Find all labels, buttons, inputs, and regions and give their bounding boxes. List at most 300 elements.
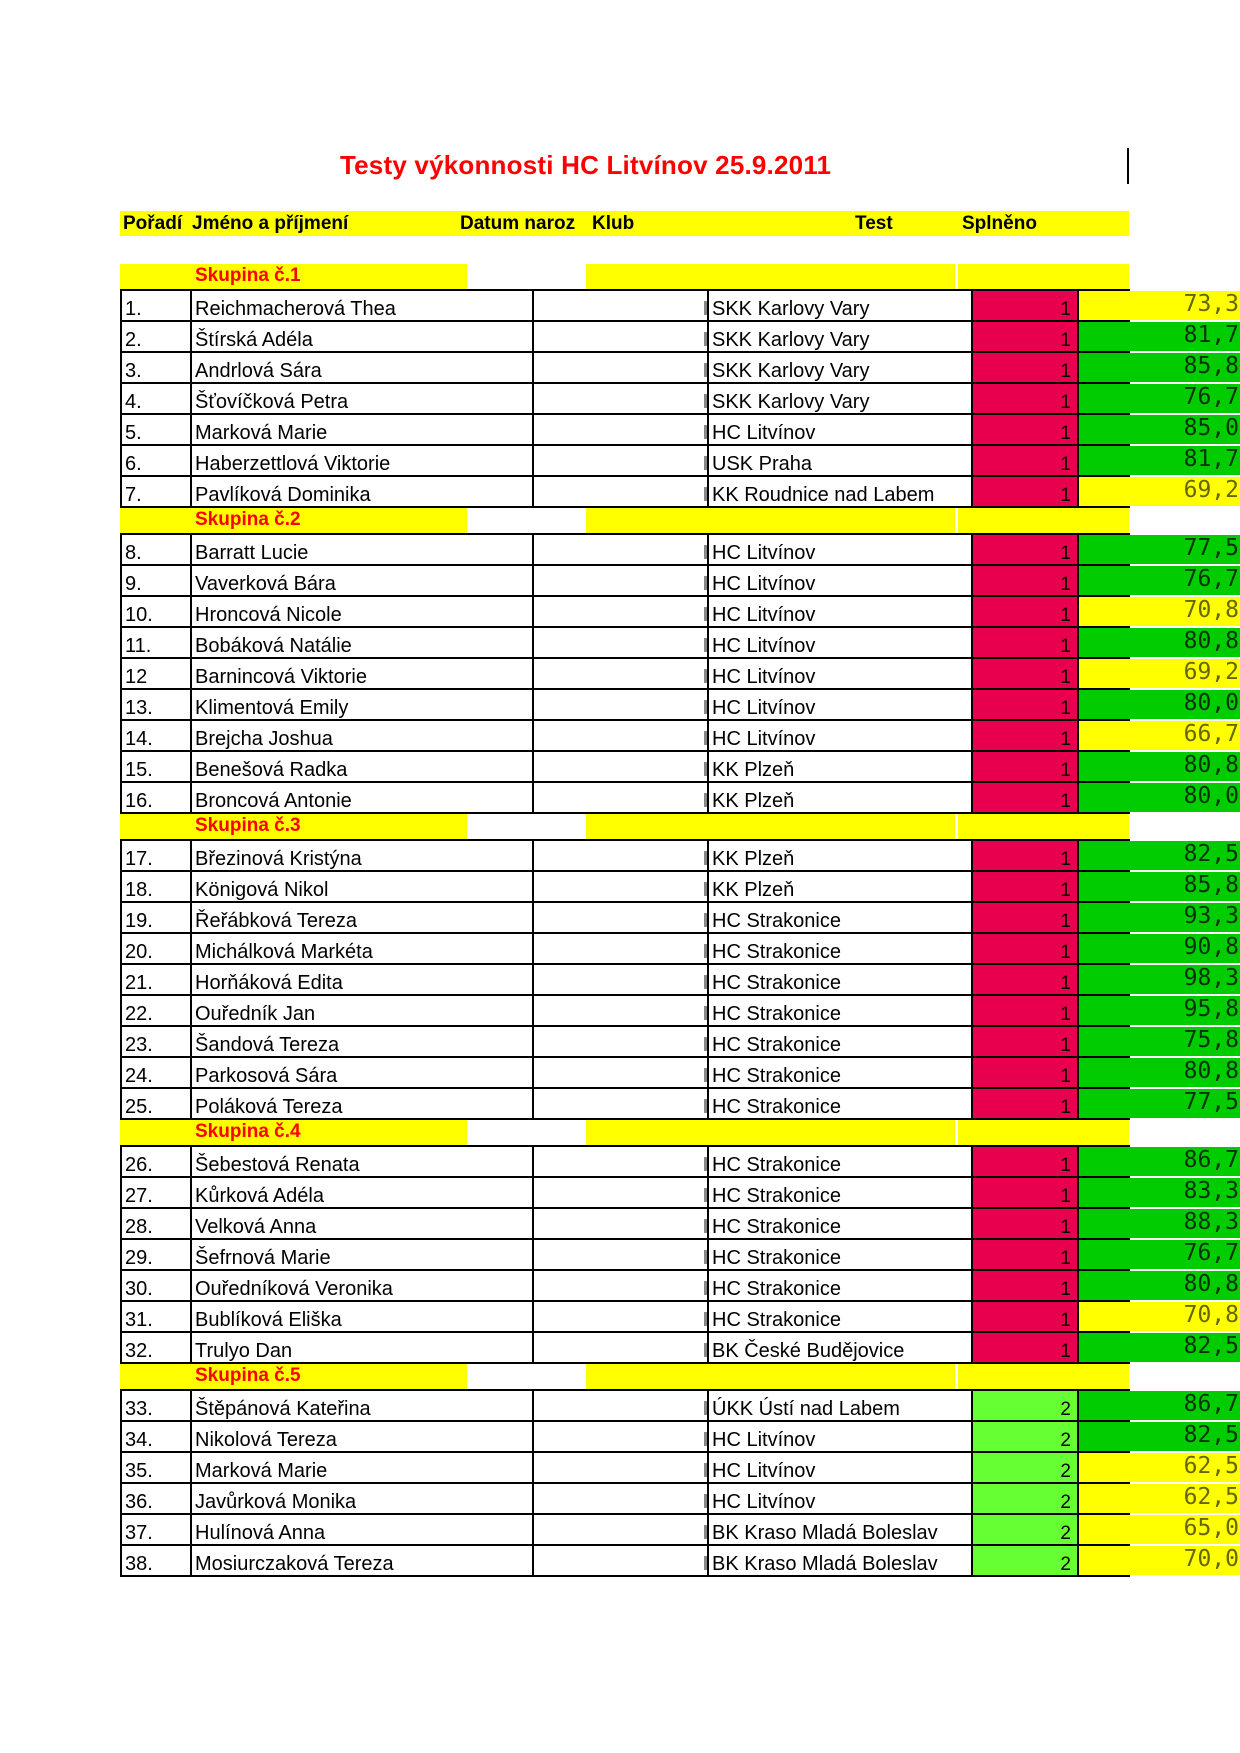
- birthdate-cell[interactable]: [534, 659, 709, 688]
- clipped-date-fragment: [704, 1188, 707, 1202]
- birthdate-cell[interactable]: [534, 415, 709, 444]
- score-cell[interactable]: 75,8: [1079, 1027, 1240, 1056]
- score-cell[interactable]: 88,3: [1079, 1209, 1240, 1238]
- name-cell[interactable]: Hulínová Anna: [192, 1515, 534, 1544]
- test-cell[interactable]: 1: [973, 1333, 1079, 1362]
- rank-cell[interactable]: 33.: [120, 1391, 192, 1420]
- group-label: Skupina č.3: [195, 815, 301, 836]
- club-cell[interactable]: SKK Karlovy Vary: [709, 353, 973, 382]
- score-cell[interactable]: 80,8: [1079, 752, 1240, 781]
- table-row: [120, 1145, 1239, 1178]
- test-cell[interactable]: 2: [973, 1484, 1079, 1513]
- table-row: [120, 1209, 1239, 1240]
- club-cell[interactable]: KK Roudnice nad Labem: [709, 477, 973, 506]
- clipped-date-fragment: [704, 576, 707, 590]
- rank-cell[interactable]: 13.: [120, 690, 192, 719]
- club-cell[interactable]: HC Litvínov: [709, 1484, 973, 1513]
- group-header-row: [120, 508, 1130, 533]
- test-cell[interactable]: 1: [973, 477, 1079, 506]
- club-cell[interactable]: HC Strakonice: [709, 1271, 973, 1300]
- club-cell[interactable]: KK Plzeň: [709, 752, 973, 781]
- club-cell[interactable]: BK České Budějovice: [709, 1333, 973, 1362]
- score-cell[interactable]: 85,0: [1079, 415, 1240, 444]
- test-cell[interactable]: 1: [973, 934, 1079, 963]
- score-cell[interactable]: 80,8: [1079, 1271, 1240, 1300]
- birthdate-cell[interactable]: [534, 1484, 709, 1513]
- table-row: [120, 839, 1239, 872]
- club-cell[interactable]: SKK Karlovy Vary: [709, 322, 973, 351]
- clipped-date-fragment: [704, 394, 707, 408]
- birthdate-cell[interactable]: [534, 965, 709, 994]
- test-cell[interactable]: 1: [973, 415, 1079, 444]
- score-cell[interactable]: 85,8: [1079, 353, 1240, 382]
- group-header-row: [120, 1364, 1130, 1389]
- club-cell[interactable]: HC Litvínov: [709, 1453, 973, 1482]
- name-cell[interactable]: Barratt Lucie: [192, 535, 534, 564]
- club-cell[interactable]: HC Litvínov: [709, 597, 973, 626]
- score-cell[interactable]: 82,5: [1079, 841, 1240, 870]
- clipped-date-fragment: [704, 1037, 707, 1051]
- birthdate-cell[interactable]: [534, 628, 709, 657]
- clipped-date-fragment: [704, 975, 707, 989]
- name-cell[interactable]: Michálková Markéta: [192, 934, 534, 963]
- score-cell[interactable]: 77,5: [1079, 1089, 1240, 1118]
- club-cell[interactable]: HC Strakonice: [709, 1178, 973, 1207]
- test-cell[interactable]: 1: [973, 721, 1079, 750]
- birthdate-cell[interactable]: [534, 1391, 709, 1420]
- test-cell[interactable]: 1: [973, 384, 1079, 413]
- test-cell[interactable]: 1: [973, 1058, 1079, 1087]
- name-cell[interactable]: Marková Marie: [192, 415, 534, 444]
- table-row: [120, 1089, 1239, 1120]
- group-band: [586, 264, 955, 289]
- test-cell[interactable]: 1: [973, 841, 1079, 870]
- rank-cell[interactable]: 35.: [120, 1453, 192, 1482]
- name-cell[interactable]: Štěpánová Kateřina: [192, 1391, 534, 1420]
- birthdate-cell[interactable]: [534, 1271, 709, 1300]
- name-cell[interactable]: Broncová Antonie: [192, 783, 534, 812]
- club-cell[interactable]: SKK Karlovy Vary: [709, 291, 973, 320]
- clipped-date-fragment: [704, 1463, 707, 1477]
- club-cell[interactable]: HC Strakonice: [709, 1240, 973, 1269]
- name-cell[interactable]: Benešová Radka: [192, 752, 534, 781]
- clipped-date-fragment: [704, 545, 707, 559]
- rank-cell[interactable]: 37.: [120, 1515, 192, 1544]
- club-cell[interactable]: KK Plzeň: [709, 783, 973, 812]
- birthdate-cell[interactable]: [534, 446, 709, 475]
- table-row: [120, 1484, 1239, 1515]
- club-cell[interactable]: HC Strakonice: [709, 1027, 973, 1056]
- table-row: [120, 1453, 1239, 1484]
- rank-cell[interactable]: 30.: [120, 1271, 192, 1300]
- table-row: [120, 446, 1239, 477]
- name-cell[interactable]: Nikolová Tereza: [192, 1422, 534, 1451]
- birthdate-cell[interactable]: [534, 566, 709, 595]
- club-cell[interactable]: HC Litvínov: [709, 659, 973, 688]
- test-cell[interactable]: 1: [973, 322, 1079, 351]
- rank-cell[interactable]: 20.: [120, 934, 192, 963]
- name-cell[interactable]: Bublíková Eliška: [192, 1302, 534, 1331]
- birthdate-cell[interactable]: [534, 322, 709, 351]
- club-cell[interactable]: HC Strakonice: [709, 903, 973, 932]
- test-cell[interactable]: 1: [973, 1240, 1079, 1269]
- name-cell[interactable]: Andrlová Sára: [192, 353, 534, 382]
- table-row: [120, 566, 1239, 597]
- clipped-date-fragment: [704, 1432, 707, 1446]
- group-label: Skupina č.4: [195, 1121, 301, 1142]
- test-cell[interactable]: 1: [973, 1147, 1079, 1176]
- name-cell[interactable]: Štírská Adéla: [192, 322, 534, 351]
- clipped-date-fragment: [704, 731, 707, 745]
- test-cell[interactable]: 2: [973, 1453, 1079, 1482]
- clipped-date-fragment: [704, 1219, 707, 1233]
- name-cell[interactable]: Marková Marie: [192, 1453, 534, 1482]
- name-cell[interactable]: Barnincová Viktorie: [192, 659, 534, 688]
- clipped-date-fragment: [704, 1494, 707, 1508]
- rank-cell[interactable]: 6.: [120, 446, 192, 475]
- rank-cell[interactable]: 31.: [120, 1302, 192, 1331]
- score-cell[interactable]: 65,0: [1079, 1515, 1240, 1544]
- test-cell[interactable]: 1: [973, 1178, 1079, 1207]
- table-row: [120, 783, 1239, 814]
- table-row: [120, 965, 1239, 996]
- rank-cell[interactable]: 19.: [120, 903, 192, 932]
- text-cursor: [1127, 148, 1129, 184]
- birthdate-cell[interactable]: [534, 841, 709, 870]
- table-row: [120, 721, 1239, 752]
- rank-cell[interactable]: 15.: [120, 752, 192, 781]
- name-cell[interactable]: Haberzettlová Viktorie: [192, 446, 534, 475]
- test-cell[interactable]: 1: [973, 291, 1079, 320]
- table-row: [120, 872, 1239, 903]
- score-cell[interactable]: 70,0: [1079, 1546, 1240, 1575]
- score-cell[interactable]: 76,7: [1079, 1240, 1240, 1269]
- club-cell[interactable]: KK Plzeň: [709, 872, 973, 901]
- test-cell[interactable]: 1: [973, 1209, 1079, 1238]
- name-cell[interactable]: Brejcha Joshua: [192, 721, 534, 750]
- club-cell[interactable]: HC Litvínov: [709, 1422, 973, 1451]
- test-cell[interactable]: 1: [973, 903, 1079, 932]
- score-cell[interactable]: 62,5: [1079, 1484, 1240, 1513]
- test-cell[interactable]: 1: [973, 1027, 1079, 1056]
- score-cell[interactable]: 90,8: [1079, 934, 1240, 963]
- name-cell[interactable]: Řeřábková Tereza: [192, 903, 534, 932]
- birthdate-cell[interactable]: [534, 353, 709, 382]
- name-cell[interactable]: Šandová Tereza: [192, 1027, 534, 1056]
- table-row: [120, 1333, 1239, 1364]
- table-row: [120, 934, 1239, 965]
- score-cell[interactable]: 70,8: [1079, 597, 1240, 626]
- score-cell[interactable]: 82,5: [1079, 1422, 1240, 1451]
- name-cell[interactable]: Parkosová Sára: [192, 1058, 534, 1087]
- score-cell[interactable]: 83,3: [1079, 1178, 1240, 1207]
- birthdate-cell[interactable]: [534, 872, 709, 901]
- score-cell[interactable]: 95,8: [1079, 996, 1240, 1025]
- club-cell[interactable]: HC Strakonice: [709, 934, 973, 963]
- clipped-date-fragment: [704, 1006, 707, 1020]
- birthdate-cell[interactable]: [534, 1240, 709, 1269]
- club-cell[interactable]: ÚKK Ústí nad Labem: [709, 1391, 973, 1420]
- rank-cell[interactable]: 25.: [120, 1089, 192, 1118]
- test-cell[interactable]: 1: [973, 783, 1079, 812]
- score-cell[interactable]: 76,7: [1079, 384, 1240, 413]
- birthdate-cell[interactable]: [534, 1058, 709, 1087]
- club-cell[interactable]: HC Litvínov: [709, 690, 973, 719]
- name-cell[interactable]: Bobáková Natálie: [192, 628, 534, 657]
- score-cell[interactable]: 85,8: [1079, 872, 1240, 901]
- clipped-date-fragment: [704, 669, 707, 683]
- test-cell[interactable]: 1: [973, 690, 1079, 719]
- club-cell[interactable]: HC Litvínov: [709, 566, 973, 595]
- score-cell[interactable]: 81,7: [1079, 446, 1240, 475]
- name-cell[interactable]: Königová Nikol: [192, 872, 534, 901]
- clipped-date-fragment: [704, 762, 707, 776]
- results-table: [120, 264, 1239, 1577]
- test-cell[interactable]: 1: [973, 597, 1079, 626]
- rank-cell[interactable]: 17.: [120, 841, 192, 870]
- name-cell[interactable]: Trulyo Dan: [192, 1333, 534, 1362]
- clipped-date-fragment: [704, 851, 707, 865]
- rank-cell[interactable]: 36.: [120, 1484, 192, 1513]
- group-header-row: [120, 1120, 1130, 1145]
- score-cell[interactable]: 86,7: [1079, 1391, 1240, 1420]
- birthdate-cell[interactable]: [534, 903, 709, 932]
- table-row: [120, 322, 1239, 353]
- test-cell[interactable]: 1: [973, 1271, 1079, 1300]
- header-splneno: Splněno: [962, 213, 1037, 234]
- birthdate-cell[interactable]: [534, 996, 709, 1025]
- table-row: [120, 903, 1239, 934]
- test-cell[interactable]: 1: [973, 535, 1079, 564]
- rank-cell[interactable]: 14.: [120, 721, 192, 750]
- club-cell[interactable]: USK Praha: [709, 446, 973, 475]
- table-row: [120, 1178, 1239, 1209]
- table-row: [120, 659, 1239, 690]
- test-cell[interactable]: 2: [973, 1546, 1079, 1575]
- rank-cell[interactable]: 26.: [120, 1147, 192, 1176]
- name-cell[interactable]: Reichmacherová Thea: [192, 291, 534, 320]
- rank-cell[interactable]: 3.: [120, 353, 192, 382]
- rank-cell[interactable]: 34.: [120, 1422, 192, 1451]
- test-cell[interactable]: 1: [973, 353, 1079, 382]
- club-cell[interactable]: HC Strakonice: [709, 1089, 973, 1118]
- table-row: [120, 690, 1239, 721]
- test-cell[interactable]: 1: [973, 872, 1079, 901]
- rank-cell[interactable]: 12: [120, 659, 192, 688]
- group-label: Skupina č.2: [195, 509, 301, 530]
- rank-cell[interactable]: 23.: [120, 1027, 192, 1056]
- score-cell[interactable]: 69,2: [1079, 477, 1240, 506]
- score-cell[interactable]: 77,5: [1079, 535, 1240, 564]
- club-cell[interactable]: BK Kraso Mladá Boleslav: [709, 1546, 973, 1575]
- test-cell[interactable]: 1: [973, 628, 1079, 657]
- club-cell[interactable]: HC Litvínov: [709, 721, 973, 750]
- club-cell[interactable]: HC Strakonice: [709, 965, 973, 994]
- rank-cell[interactable]: 11.: [120, 628, 192, 657]
- club-cell[interactable]: HC Strakonice: [709, 1209, 973, 1238]
- birthdate-cell[interactable]: [534, 752, 709, 781]
- birthdate-cell[interactable]: [534, 1147, 709, 1176]
- test-cell[interactable]: 2: [973, 1422, 1079, 1451]
- birthdate-cell[interactable]: [534, 1178, 709, 1207]
- name-cell[interactable]: Klimentová Emily: [192, 690, 534, 719]
- name-cell[interactable]: Pavlíková Dominika: [192, 477, 534, 506]
- table-row: [120, 353, 1239, 384]
- club-cell[interactable]: HC Strakonice: [709, 1302, 973, 1331]
- test-cell[interactable]: 2: [973, 1391, 1079, 1420]
- birthdate-cell[interactable]: [534, 721, 709, 750]
- birthdate-cell[interactable]: [534, 783, 709, 812]
- name-cell[interactable]: Šebestová Renata: [192, 1147, 534, 1176]
- name-cell[interactable]: Šťovíčková Petra: [192, 384, 534, 413]
- club-cell[interactable]: HC Strakonice: [709, 996, 973, 1025]
- table-row: [120, 384, 1239, 415]
- test-cell[interactable]: 2: [973, 1515, 1079, 1544]
- score-cell[interactable]: 93,3: [1079, 903, 1240, 932]
- name-cell[interactable]: Poláková Tereza: [192, 1089, 534, 1118]
- birthdate-cell[interactable]: [534, 1422, 709, 1451]
- table-row: [120, 1240, 1239, 1271]
- header-poradi: Pořadí: [123, 213, 183, 234]
- score-cell[interactable]: 86,7: [1079, 1147, 1240, 1176]
- clipped-date-fragment: [704, 793, 707, 807]
- name-cell[interactable]: Hroncová Nicole: [192, 597, 534, 626]
- rank-cell[interactable]: 4.: [120, 384, 192, 413]
- birthdate-cell[interactable]: [534, 1302, 709, 1331]
- name-cell[interactable]: Velková Anna: [192, 1209, 534, 1238]
- clipped-date-fragment: [704, 1157, 707, 1171]
- score-cell[interactable]: 66,7: [1079, 721, 1240, 750]
- name-cell[interactable]: Vaverková Bára: [192, 566, 534, 595]
- group-label: Skupina č.1: [195, 265, 301, 286]
- clipped-date-fragment: [704, 882, 707, 896]
- test-cell[interactable]: 1: [973, 446, 1079, 475]
- test-cell[interactable]: 1: [973, 965, 1079, 994]
- rank-cell[interactable]: 8.: [120, 535, 192, 564]
- birthdate-cell[interactable]: [534, 597, 709, 626]
- table-row: [120, 1515, 1239, 1546]
- rank-cell[interactable]: 27.: [120, 1178, 192, 1207]
- score-cell[interactable]: 98,3: [1079, 965, 1240, 994]
- clipped-date-fragment: [704, 1312, 707, 1326]
- name-cell[interactable]: Javůrková Monika: [192, 1484, 534, 1513]
- score-cell[interactable]: 80,8: [1079, 628, 1240, 657]
- birthdate-cell[interactable]: [534, 1027, 709, 1056]
- birthdate-cell[interactable]: [534, 1546, 709, 1575]
- club-cell[interactable]: HC Litvínov: [709, 535, 973, 564]
- birthdate-cell[interactable]: [534, 384, 709, 413]
- clipped-date-fragment: [704, 1401, 707, 1415]
- score-cell[interactable]: 80,8: [1079, 1058, 1240, 1087]
- birthdate-cell[interactable]: [534, 1089, 709, 1118]
- rank-cell[interactable]: 32.: [120, 1333, 192, 1362]
- rank-cell[interactable]: 16.: [120, 783, 192, 812]
- rank-cell[interactable]: 22.: [120, 996, 192, 1025]
- birthdate-cell[interactable]: [534, 477, 709, 506]
- clipped-date-fragment: [704, 301, 707, 315]
- clipped-date-fragment: [704, 700, 707, 714]
- page-title: Testy výkonnosti HC Litvínov 25.9.2011: [340, 150, 832, 180]
- table-row: [120, 1271, 1239, 1302]
- test-cell[interactable]: 1: [973, 996, 1079, 1025]
- group-header-row: [120, 264, 1130, 289]
- group-band: [958, 1364, 1129, 1389]
- birthdate-cell[interactable]: [534, 1515, 709, 1544]
- birthdate-cell[interactable]: [534, 1209, 709, 1238]
- score-cell[interactable]: 73,3: [1079, 291, 1240, 320]
- name-cell[interactable]: Kůrková Adéla: [192, 1178, 534, 1207]
- rank-cell[interactable]: 28.: [120, 1209, 192, 1238]
- table-row: [120, 1027, 1239, 1058]
- rank-cell[interactable]: 24.: [120, 1058, 192, 1087]
- score-cell[interactable]: 81,7: [1079, 322, 1240, 351]
- group-band: [586, 814, 955, 839]
- club-cell[interactable]: HC Strakonice: [709, 1147, 973, 1176]
- rank-cell[interactable]: 18.: [120, 872, 192, 901]
- name-cell[interactable]: Horňáková Edita: [192, 965, 534, 994]
- score-cell[interactable]: 82,5: [1079, 1333, 1240, 1362]
- test-cell[interactable]: 1: [973, 752, 1079, 781]
- test-cell[interactable]: 1: [973, 1089, 1079, 1118]
- club-cell[interactable]: SKK Karlovy Vary: [709, 384, 973, 413]
- table-row: [120, 1302, 1239, 1333]
- group-band: [586, 1120, 955, 1145]
- name-cell[interactable]: Březinová Kristýna: [192, 841, 534, 870]
- birthdate-cell[interactable]: [534, 535, 709, 564]
- birthdate-cell[interactable]: [534, 690, 709, 719]
- table-row: [120, 415, 1239, 446]
- score-cell[interactable]: 80,0: [1079, 690, 1240, 719]
- club-cell[interactable]: BK Kraso Mladá Boleslav: [709, 1515, 973, 1544]
- club-cell[interactable]: HC Litvínov: [709, 415, 973, 444]
- group-label: Skupina č.5: [195, 1365, 301, 1386]
- club-cell[interactable]: KK Plzeň: [709, 841, 973, 870]
- rank-cell[interactable]: 5.: [120, 415, 192, 444]
- birthdate-cell[interactable]: [534, 291, 709, 320]
- club-cell[interactable]: HC Litvínov: [709, 628, 973, 657]
- rank-cell[interactable]: 29.: [120, 1240, 192, 1269]
- rank-cell[interactable]: 9.: [120, 566, 192, 595]
- table-row: [120, 1389, 1239, 1422]
- group-band: [958, 1120, 1129, 1145]
- name-cell[interactable]: Mosiurczaková Tereza: [192, 1546, 534, 1575]
- group-band: [958, 814, 1129, 839]
- rank-cell[interactable]: 1.: [120, 291, 192, 320]
- name-cell[interactable]: Ouředníková Veronika: [192, 1271, 534, 1300]
- rank-cell[interactable]: 2.: [120, 322, 192, 351]
- score-cell[interactable]: 62,5: [1079, 1453, 1240, 1482]
- test-cell[interactable]: 1: [973, 659, 1079, 688]
- clipped-date-fragment: [704, 1099, 707, 1113]
- rank-cell[interactable]: 7.: [120, 477, 192, 506]
- score-cell[interactable]: 70,8: [1079, 1302, 1240, 1331]
- club-cell[interactable]: HC Strakonice: [709, 1058, 973, 1087]
- test-cell[interactable]: 1: [973, 566, 1079, 595]
- score-cell[interactable]: 69,2: [1079, 659, 1240, 688]
- score-cell[interactable]: 80,0: [1079, 783, 1240, 812]
- score-cell[interactable]: 76,7: [1079, 566, 1240, 595]
- birthdate-cell[interactable]: [534, 1333, 709, 1362]
- clipped-date-fragment: [704, 607, 707, 621]
- rank-cell[interactable]: 38.: [120, 1546, 192, 1575]
- name-cell[interactable]: Šefrnová Marie: [192, 1240, 534, 1269]
- name-cell[interactable]: Ouředník Jan: [192, 996, 534, 1025]
- birthdate-cell[interactable]: [534, 934, 709, 963]
- rank-cell[interactable]: 10.: [120, 597, 192, 626]
- test-cell[interactable]: 1: [973, 1302, 1079, 1331]
- birthdate-cell[interactable]: [534, 1453, 709, 1482]
- rank-cell[interactable]: 21.: [120, 965, 192, 994]
